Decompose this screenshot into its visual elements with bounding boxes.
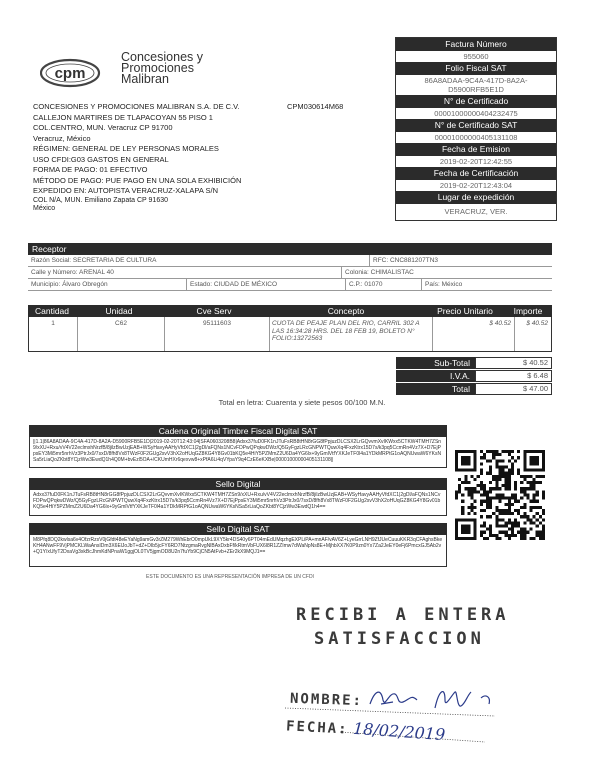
receptor-calle: Calle y Número: ARENAL 40 [28, 267, 342, 278]
receptor-rfc: RFC: CNC881207TN3 [373, 257, 439, 264]
nombre-label: NOMBRE: [289, 690, 364, 710]
folio-value-1: 86A8ADAA-9C4A-417D-8A2A- [424, 76, 528, 85]
signature [285, 682, 525, 722]
logo-line-1: Concesiones y [121, 50, 203, 64]
folio-value [396, 75, 556, 95]
row-importe: $ 40.52 [526, 320, 548, 327]
receptor-row-1 [28, 255, 552, 267]
cadena-text: ||1.1|86A8ADAA-9C4A-417D-8A2A-D5900RFB5E1D|2019-02-20T12:43:04|SFA0603208B8|Adxx37fuD0FK1nJTuFsRB8tHN8rGG8fPpjuzDLCSX2LrGQvvmXvIKWxx5CTKW4TMH7ZSn9/xXU+Rxu/vV4V22eclmxhNrzfB/8jilzBwUzjEAB+WSyHavyAAHyVfdXC1|2gDl/aFQNs1NCvFDPwQPqkwDWz/Q5GyFgzLRcGNPWTQuwXq4FxzKtrx15D7s/k3pq5CcmRn4Vz7X+D7EjPpsEY3Mi5mr5nrhVz3PtrJx0/7sxD/8fh8Vx8TWzF0F2GUg2svV3hX2oHUqGZ8KG4Y8Gv01bKQ5e4HiY5PZMmZ2U6Da4YG6lx+9yGmlVtfYXKJeTF0l4a1YDkMRPtG1oAQNUwaW6YKsNSa5rLiaQoZKbt8YCjzWw3EwdQ1h4Q0M+bvEzl5OA+/CKUmHXr6qexvw8+xPfA6Li4qVYpaY9q4CzE6eKXBe|00001000000405131108|| [29, 437, 447, 468]
folio-label: Folio Fiscal SAT [396, 62, 556, 75]
logo-text [121, 52, 203, 85]
footer-note: ESTE DOCUMENTO ES UNA REPRESENTACIÓN IMPRESA DE UN CFDI [146, 574, 314, 580]
iva-label: I.V.A. [396, 370, 475, 382]
lugar-label: Lugar de expedición [396, 191, 556, 204]
issuer-city: Veracruz, México [33, 133, 91, 143]
total-row [396, 383, 552, 395]
fecha-label: FECHA: [285, 718, 349, 738]
row-cantidad: 1 [29, 317, 78, 351]
sello-sat-text: M8Pfq8DQ2kwlsa6v4OfzrRzsV0jGfdt48eEYaNg9amGv3rZM279WhEbrO0mpUkL9XY5kr4DS40y6PT04mEdUMqzhgEXPLiPA+mnAF/vAV6Z+LyeGrrLNH9ZfJUeCuuuKKR3qCFAghsBkeKH4ANwFF9VjPMCKLWaAnsIDm3X6ElJoJbT+dZ+DIb5jcFY6RD7NtzgmaRvgNlBAxDxbFf/kRtmVbFUX6l8R1ZZImw7dWaNpNs8E+MjhbXX7K0P9zn0Yx7Za2JeEY0eFj6PmcxGJ5Ab2v+Q1Y/xUfyT2DxaVg3xkBcJhmKdNPnaW1ggjOL0TV5jgmOD8U2n7fuYb9CjCN5AtFvb+ZEr2kX9MQJ1== [29, 535, 447, 567]
issuer-expedido-3: México [33, 204, 56, 212]
row-unidad: C62 [78, 317, 165, 351]
issuer-expedido: EXPEDIDO EN: AUTOPISTA VERACRUZ-XALAPA S/N [33, 186, 219, 195]
sello-text: Adxx37fuD0FK1nJTuFsRB8tHN8rGG8fPpjuzDLCSX2LrGQvvmXvIKWxx5CTKW4TMH7ZSn9/xXU+Rxu/vV4V22eclmxhNrzfB/8jilzBwUzjEAB+WSyHavyAAHyVfdXC1|2gDl/aFQNs1NCvFDPwQPqkwDWz/Q5GyFgzLRcGNPWTQuwXq4FxzKtrx15D7s/k3pq5CcmRn4Vz7X+D7EjPpsEY3Mi5mr5nrhVz3PtrJx0/7sxD/8fh8Vx8TWzF0F2GUg2svV3hX2oHUqGZ8KG4Y8Gv01bKQ5e4HiY5PZMmZ2U6Da4YG6lx+9yGmlVtfYXKJeTF0l4a1YDkMRPtG1oAQNUwaW6YKsNSa5rLiaQoZKbt8YCjzWw3EwdQ1h4== [29, 490, 447, 516]
stamp-line-2: SATISFACCION [314, 629, 485, 649]
col-precio: Precio Unitario [437, 306, 493, 316]
row-cve: 95111603 [165, 317, 270, 351]
cert-label: N° de Certificado [396, 95, 556, 108]
col-cantidad: Cantidad [34, 306, 70, 316]
iva-row [396, 370, 552, 382]
receptor-colonia: Colonia: CHIMALISTAC [345, 269, 414, 276]
issuer-colonia: COL.CENTRO, MUN. Veracruz CP 91700 [33, 123, 173, 132]
factura-value: 955060 [463, 52, 489, 61]
subtotal-row [396, 357, 552, 369]
receptor-cp: C.P.: 01070 [346, 279, 422, 290]
issuer-rfc: CPM030614M68 [287, 102, 344, 111]
issuer-expedido-2: COL N/A, MUN. Emiliano Zapata CP 91630 [33, 196, 169, 204]
cert-sat-value: 00001000000405131108 [434, 133, 518, 142]
sello-sat-section [29, 523, 447, 567]
subtotal-label: Sub-Total [396, 357, 475, 369]
subtotal-value: $ 40.52 [475, 357, 552, 369]
issuer-forma-pago: FORMA DE PAGO: 01 EFECTIVO [33, 165, 148, 174]
stamp-line-1: RECIBI A ENTERA [296, 605, 510, 625]
fecha-value: 18/02/2019 [352, 718, 446, 745]
row-concepto: CUOTA DE PEAJE PLAN DEL RIO, CARRIL 302 A LAS 16:34:28 HRS. DEL 18 FEB 19, BOLETO N° FOLIO:13272563 [270, 317, 433, 351]
col-importe: Importe [513, 306, 543, 316]
issuer-metodo-pago: MÉTODO DE PAGO: PUE PAGO EN UNA SOLA EXHIBICIÓN [33, 175, 242, 185]
emision-value: 2019-02-20T12:42:55 [439, 157, 513, 166]
table-row [28, 317, 552, 352]
receptor-estado: Estado: CIUDAD DE MÉXICO [187, 279, 346, 290]
receptor-razon: Razón Social: SECRETARIA DE CULTURA [28, 255, 370, 266]
iva-value: $ 6.48 [475, 370, 552, 382]
emision-label: Fecha de Emision [396, 143, 556, 156]
factura-label: Factura Número [396, 38, 556, 51]
sello-sat-title: Sello Digital SAT [29, 523, 447, 535]
total-value: $ 47.00 [475, 383, 552, 395]
receptor-section [28, 243, 552, 291]
cert-sat-label: N° de Certificado SAT [396, 119, 556, 132]
logo-line-3: Malibran [121, 72, 169, 86]
receptor-row-2 [28, 267, 552, 279]
logo-mark-text: cpm [54, 65, 86, 82]
sello-digital-section [29, 478, 447, 516]
issuer-uso-cfdi: USO CFDI:G03 GASTOS EN GENERAL [33, 154, 169, 164]
col-cve: Cve Serv [196, 306, 232, 316]
cadena-original-section [29, 425, 447, 468]
cert-value: 00001000000404232475 [434, 109, 518, 118]
row-precio: $ 40.52 [433, 317, 515, 351]
issuer-block [33, 102, 241, 213]
folio-value-2: D5900RFB5E1D [448, 85, 504, 94]
certificacion-label: Fecha de Certificación [396, 167, 556, 180]
receptor-pais: País: México [425, 281, 463, 288]
company-logo [40, 57, 118, 89]
cadena-title: Cadena Original Timbre Fiscal Digital SAT [29, 425, 447, 437]
receptor-row-3 [28, 279, 552, 291]
total-in-words: Total en letra: Cuarenta y siete pesos 00/100 M.N. [218, 398, 386, 407]
issuer-name: CONCESIONES Y PROMOCIONES MALIBRAN S.A. DE C.V. [33, 102, 240, 111]
receptor-title: Receptor [28, 243, 552, 255]
receptor-municipio: Municipio: Álvaro Obregón [28, 279, 187, 290]
issuer-address: CALLEJON MARTIRES DE TLAPACOYAN 55 PISO 1 [33, 112, 213, 122]
qr-code [455, 450, 545, 540]
concepts-table [28, 305, 552, 352]
logo-line-2: Promociones [121, 61, 194, 75]
invoice-info-box [395, 37, 557, 221]
issuer-regimen: RÉGIMEN: GENERAL DE LEY PERSONAS MORALES [33, 144, 219, 153]
col-concepto: Concepto [327, 306, 365, 316]
certificacion-value: 2019-02-20T12:43:04 [439, 181, 513, 190]
concepts-header [28, 305, 552, 317]
total-label: Total [396, 383, 475, 395]
col-unidad: Unidad [105, 306, 133, 316]
sello-title: Sello Digital [29, 478, 447, 490]
totals-box [396, 357, 552, 396]
lugar-value: VERACRUZ, VER. [444, 207, 508, 216]
